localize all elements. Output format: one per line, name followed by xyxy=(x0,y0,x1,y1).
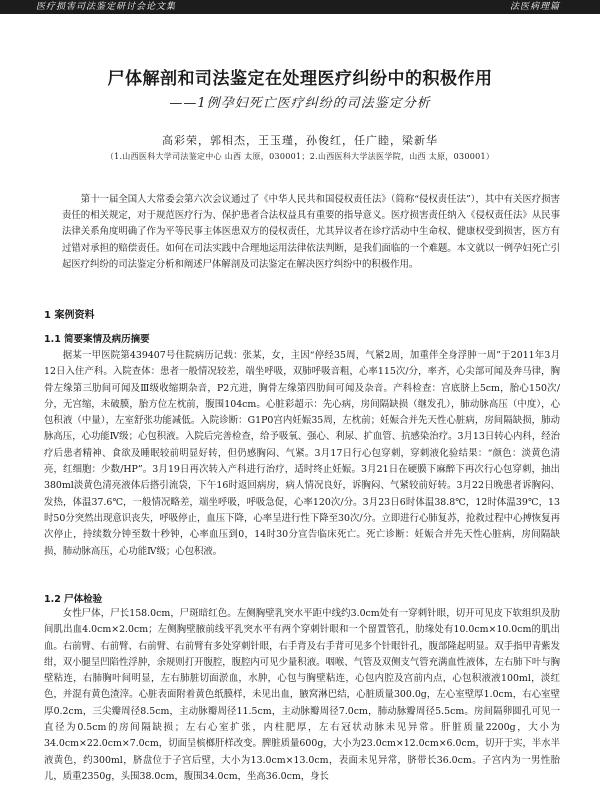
case-summary-paragraph: 据某一甲医院第439407号住院病历记载：张某，女，主因“停经35周，气紧2周，加重伴全身浮肿一周”于2011年3月12日入住产科。入院查体：患者一般情况较差，端坐呼吸，双肺呼吸音粗，心率115次/分，率齐，心尖部可闻及奔马律，胸骨左缘第三肋间可闻及Ⅲ级收缩期杂音，P2亢进，胸骨左缘第四肋间可闻及杂音。产科检查：宫底脐上5cm，胎心150次/分，无宫缩，未破膜，胎方位左枕前，腹围104cm。心脏彩超示：先心病，房间隔缺损（继发孔），肺动脉高压（中度），心包积液（中量），左室舒张功能减低。入院诊断：G1P0宫内妊娠35周，左枕前；妊娠合并先天性心脏病，房间隔缺损，肺动脉高压，心功能Ⅳ级；心包积液。入院后完善检查，给予吸氧、强心、利尿、扩血管、抗感染治疗。3月13日转心内科，经治疗后患者精神、食欲及睡眠较前明显好转，但仍感胸闷、气紧。3月17日行心包穿刺，穿刺液化验结果：“颜色：淡黄色清亮，红细胞：少数/HP”。3月19日再次转入产科进行治疗，适时终止妊娠。3月21日在硬膜下麻醉下再次行心包穿刺，抽出380ml淡黄色清亮液体后搭引流袋，下午16时返回病房，病人情况良好，诉胸闷、气紧较前好转。3月22日晚患者诉胸闷、发热，体温37.6℃，一般情况略差，端坐呼吸，呼吸急促，心率120次/分。3月23日6时体温38.8℃，12时体温39℃，13时50分突然出现意识丧失，呼吸停止，血压下降，心率呈进行性下降至30次/分。立即进行心肺复苏，抢救过程中心搏恢复再次停止，持续数分钟至数十秒钟，心率血压到0，14时30分宣告临床死亡。死亡诊断：妊娠合并先天性心脏病，房间隔缺损，肺动脉高压，心功能Ⅳ级；心包积液。 xyxy=(44,350,560,557)
author-list: 高彩荣，郭相杰，王玉瑾，孙俊红，任广睦，梁新华 xyxy=(162,134,438,147)
section-heading-case-data: 1 案例资料 xyxy=(44,310,95,321)
subsection-heading-autopsy: 1.2 尸体检验 xyxy=(44,594,103,605)
article-title: 尸体解剖和司法鉴定在处理医疗纠纷中的积极作用 xyxy=(107,69,493,89)
section-label: 法医病理篇 xyxy=(509,2,560,12)
author-affiliations: （1.山西医科大学司法鉴定中心 山西 太原，030001；2.山西医科大学法医学院，山西 太原，030001） xyxy=(105,152,495,161)
article-subtitle: ——1例孕妇死亡医疗纠纷的司法鉴定分析 xyxy=(169,96,431,111)
autopsy-paragraph: 女性尸体，尸长158.0cm，尸斑暗红色。左侧胸壁乳突水平距中线约3.0cm处有一穿刺针眼，切开可见皮下软组织及肋间肌出血4.0cm×2.0cm；左侧胸壁腋前线平乳突水平有两个穿刺针眼和一个留置管孔，肋缘处有10.0cm×10.0cm的肌出血。右前臂、右前臂、右前臂、右前臂有多处穿刺针眼，右手背及右手背可见多个针眼针孔，腹部隆起明显。双手指甲青紫发绀，双小腿呈凹陷性浮肿，余规则打开腹腔，腹腔内可见少量积液。咽喉、气管及双侧支气管充满血性液体，左右肺下叶与胸壁粘连，右肺胸叶间明显，左右肺脏切面淤血，水肿，心包与胸壁粘连，心包内腔及宫前内点，心包积液液100ml，淡红色，并混有黄色渣滓。心脏表面附着黄色纸膜样，未见出血，腋窝淋巴结，心脏质量300.0g，左心室壁厚1.0cm，右心室壁厚0.2cm，三尖瓣周径8.5cm，主动脉瓣周径11.5cm，主动脉瓣周径7.0cm，肺动脉瓣周径5.5cm。房间隔卵圆孔可见一直径为0.5cm的房间隔缺损；左右心室扩张，内柱肥厚，左右冠状动脉未见异常。肝脏质量2200g，大小为34.0cm×22.0cm×7.0cm，切面呈槟榔肝样改变。脾脏质量600g，大小为23.0cm×12.0cm×6.0cm，切开于实，半水半液黄色，约300ml，脐盘位于子宫后壁，大小为13.0cm×13.0cm，表面未见异常，脐带长36.0cm。子宫内为一男性胎儿，质重2350g，头围38.0cm，腹围34.0cm，坐高36.0cm，身长 xyxy=(44,608,560,782)
subsection-heading-case-summary: 1.1 简要案情及病历摘要 xyxy=(44,334,150,345)
introduction-paragraph: 第十一届全国人大常委会第六次会议通过了《中华人民共和国侵权责任法》（简称“侵权责任法”），其中有关医疗损害责任的相关规定，对于规范医疗行为、保护患者合法权益具有重要的指导意义。医疗损害责任纳入《侵权责任法》从民事法律关系角度明确了作为平等民事主体医患双方的侵权责任，尤其异议者在诊疗活动中生命权、健康权受到损害，医方有过错对承担的赔偿责任。如何在司法实践中合理地运用法律依法判断，是我们面临的一个难题。本文就以一例孕妇死亡引起医疗纠纷的司法鉴定分析和阐述尸体解剖及司法鉴定在解决医疗纠纷中的积极作用。 xyxy=(62,194,560,270)
journal-name: 医疗损害司法鉴定研讨会论文集 xyxy=(36,2,177,12)
running-header xyxy=(0,0,600,14)
